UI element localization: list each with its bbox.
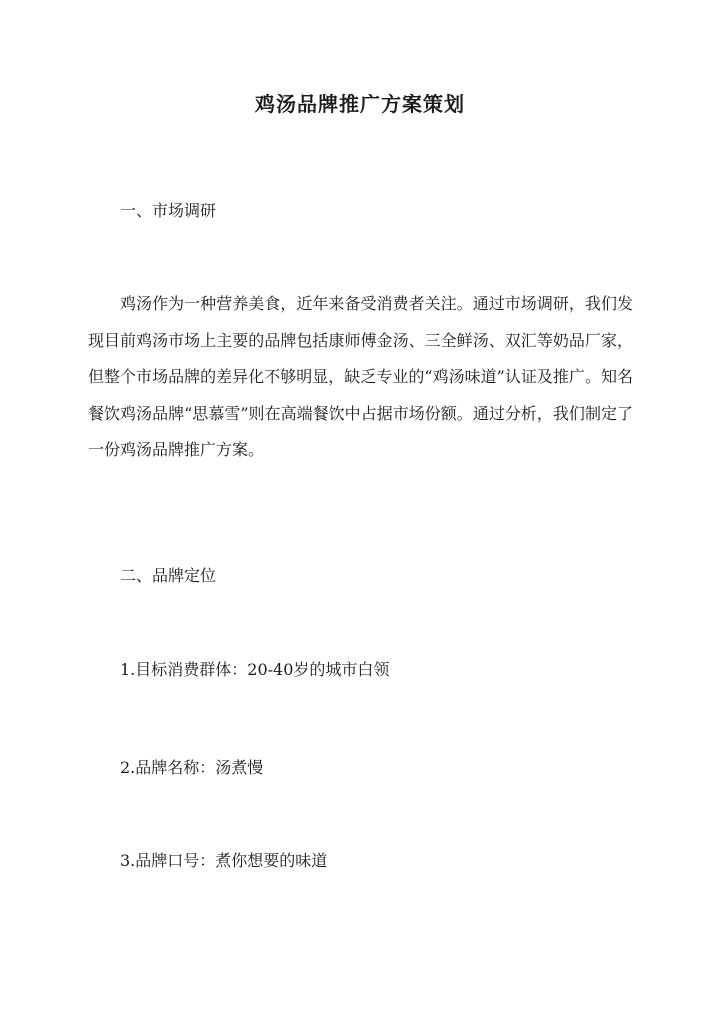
document-title: 鸡汤品牌推广方案策划 <box>255 92 465 116</box>
section-heading-brand-positioning: 二、品牌定位 <box>120 566 217 585</box>
list-item-brand-slogan: 3.品牌口号：煮你想要的味道 <box>120 851 328 870</box>
list-item-brand-name: 2.品牌名称：汤煮慢 <box>120 758 264 777</box>
market-research-paragraph: 鸡汤作为一种营养美食，近年来备受消费者关注。通过市场调研，我们发现目前鸡汤市场上主要的品牌包括康师傅金汤、三全鲜汤、双汇等奶品厂家，但整个市场品牌的差异化不够明显，缺乏专业的“鸡汤味道”认证及推广。知名餐饮鸡汤品牌“思慕雪”则在高端餐饮中占据市场份额。通过分析，我们制定了一份鸡汤品牌推广方案。 <box>88 294 633 459</box>
section-heading-market-research: 一、市场调研 <box>120 201 217 220</box>
list-item-target-consumers: 1.目标消费群体：20-40岁的城市白领 <box>120 660 390 679</box>
